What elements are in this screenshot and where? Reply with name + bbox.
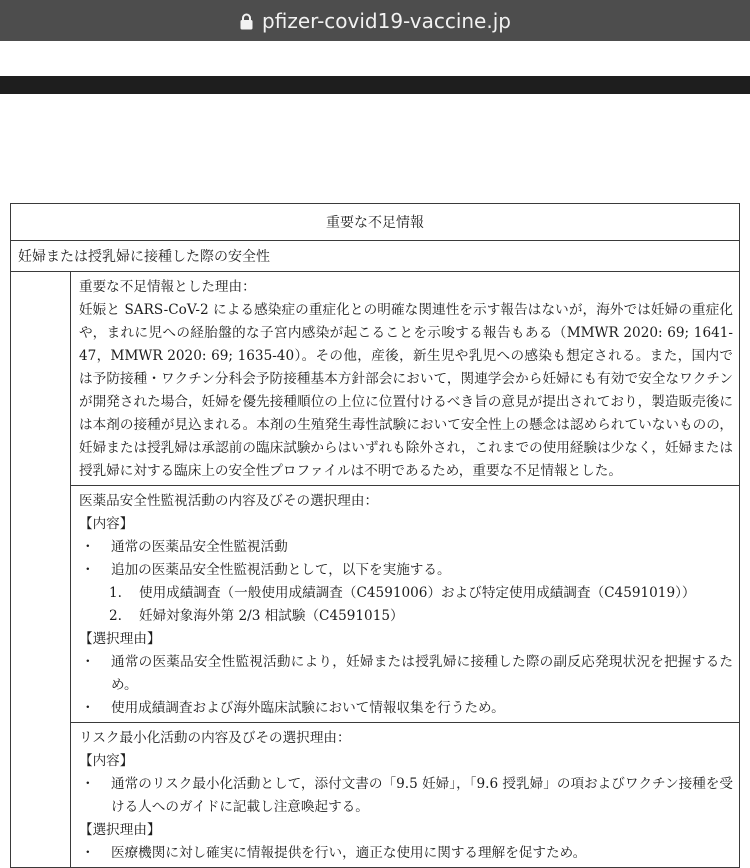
list-item-text: 通常の医薬品安全性監視活動により，妊婦または授乳婦に接種した際の副反応発現状況を把握するため。	[111, 654, 733, 693]
info-table	[10, 203, 740, 868]
rm-reason-label: 【選択理由】	[79, 822, 161, 838]
pv-content-label: 【内容】	[79, 516, 134, 532]
numbered-item-text: 使用成績調査（一般使用成績調査（C4591006）および特定使用成績調査（C4591019））	[139, 585, 696, 601]
list-item	[79, 842, 733, 865]
list-item	[79, 559, 733, 582]
bullet-mark: ・	[81, 700, 95, 716]
list-item-text: 追加の医薬品安全性監視活動として，以下を実施する。	[111, 562, 451, 578]
list-item-text: 医療機関に対し確実に情報提供を行い，適正な使用に関する理解を促すため。	[111, 845, 587, 861]
bullet-mark: ・	[81, 654, 95, 670]
numbered-item	[79, 605, 733, 628]
rm-label: リスク最小化活動の内容及びその選択理由：	[79, 730, 351, 746]
content-column	[71, 272, 739, 867]
list-item	[79, 651, 733, 697]
address-bar[interactable]	[0, 0, 750, 41]
reason-section	[71, 272, 739, 486]
reason-label: 重要な不足情報とした理由：	[79, 279, 256, 295]
pv-section	[71, 486, 739, 723]
reason-text: 妊娠と SARS-CoV-2 による感染症の重症化との明確な関連性を示す報告はないが，海外では妊婦の重症化や，まれに児への経胎盤的な子宮内感染が起こることを示唆する報告もある（MMWR 2020: 69; 1641-47，MMWR 2020: 69; 1635-40）。その他，産後，新生児や乳児への感染も想定される。また，国内では予防接種・ワクチン分科会予防接種基本方針部会において，関連学会から妊婦にも有効で安全なワクチンが開発された場合，妊婦を優先接種順位の上位に位置付けるべき旨の意見が提出されており，製造販売後には本剤の接種が見込まれる。本剤の生殖発生毒性試験において安全性上の懸念は認められていないものの，妊婦または授乳婦は承認前の臨床試験からはいずれも除外され，これまでの使用経験は少なく，妊婦または授乳婦に対する臨床上の安全性プロファイルは不明であるため，重要な不足情報とした。	[79, 302, 733, 479]
list-item-text: 使用成績調査および海外臨床試験において情報収集を行うため。	[111, 700, 505, 716]
item-number: 2.	[109, 608, 122, 624]
bullet-mark: ・	[81, 776, 95, 792]
pv-label: 医薬品安全性監視活動の内容及びその選択理由：	[79, 493, 379, 509]
list-item-text: 通常のリスク最小化活動として，添付文書の「9.5 妊婦」，「9.6 授乳婦」の項およびワクチン接種を受ける人へのガイドに記載し注意喚起する。	[111, 776, 733, 815]
pv-reason-label: 【選択理由】	[79, 631, 161, 647]
list-item	[79, 536, 733, 559]
page-header-bar	[0, 76, 750, 94]
list-item	[79, 773, 733, 819]
numbered-item	[79, 582, 733, 605]
table-subheader: 妊婦または授乳婦に接種した際の安全性	[10, 241, 740, 272]
rm-section	[71, 723, 739, 867]
table-header: 重要な不足情報	[10, 203, 740, 241]
table-body	[10, 272, 740, 868]
bullet-mark: ・	[81, 562, 95, 578]
list-item	[79, 697, 733, 720]
numbered-item-text: 妊婦対象海外第 2/3 相試験（C4591015）	[139, 608, 404, 624]
lock-icon	[239, 13, 254, 30]
url-text: pfizer-covid19-vaccine.jp	[262, 8, 511, 33]
bullet-mark: ・	[81, 845, 95, 861]
list-item-text: 通常の医薬品安全性監視活動	[111, 539, 288, 555]
rm-content-label: 【内容】	[79, 753, 134, 769]
bullet-mark: ・	[81, 539, 95, 555]
item-number: 1.	[109, 585, 122, 601]
indent-column	[11, 272, 71, 867]
